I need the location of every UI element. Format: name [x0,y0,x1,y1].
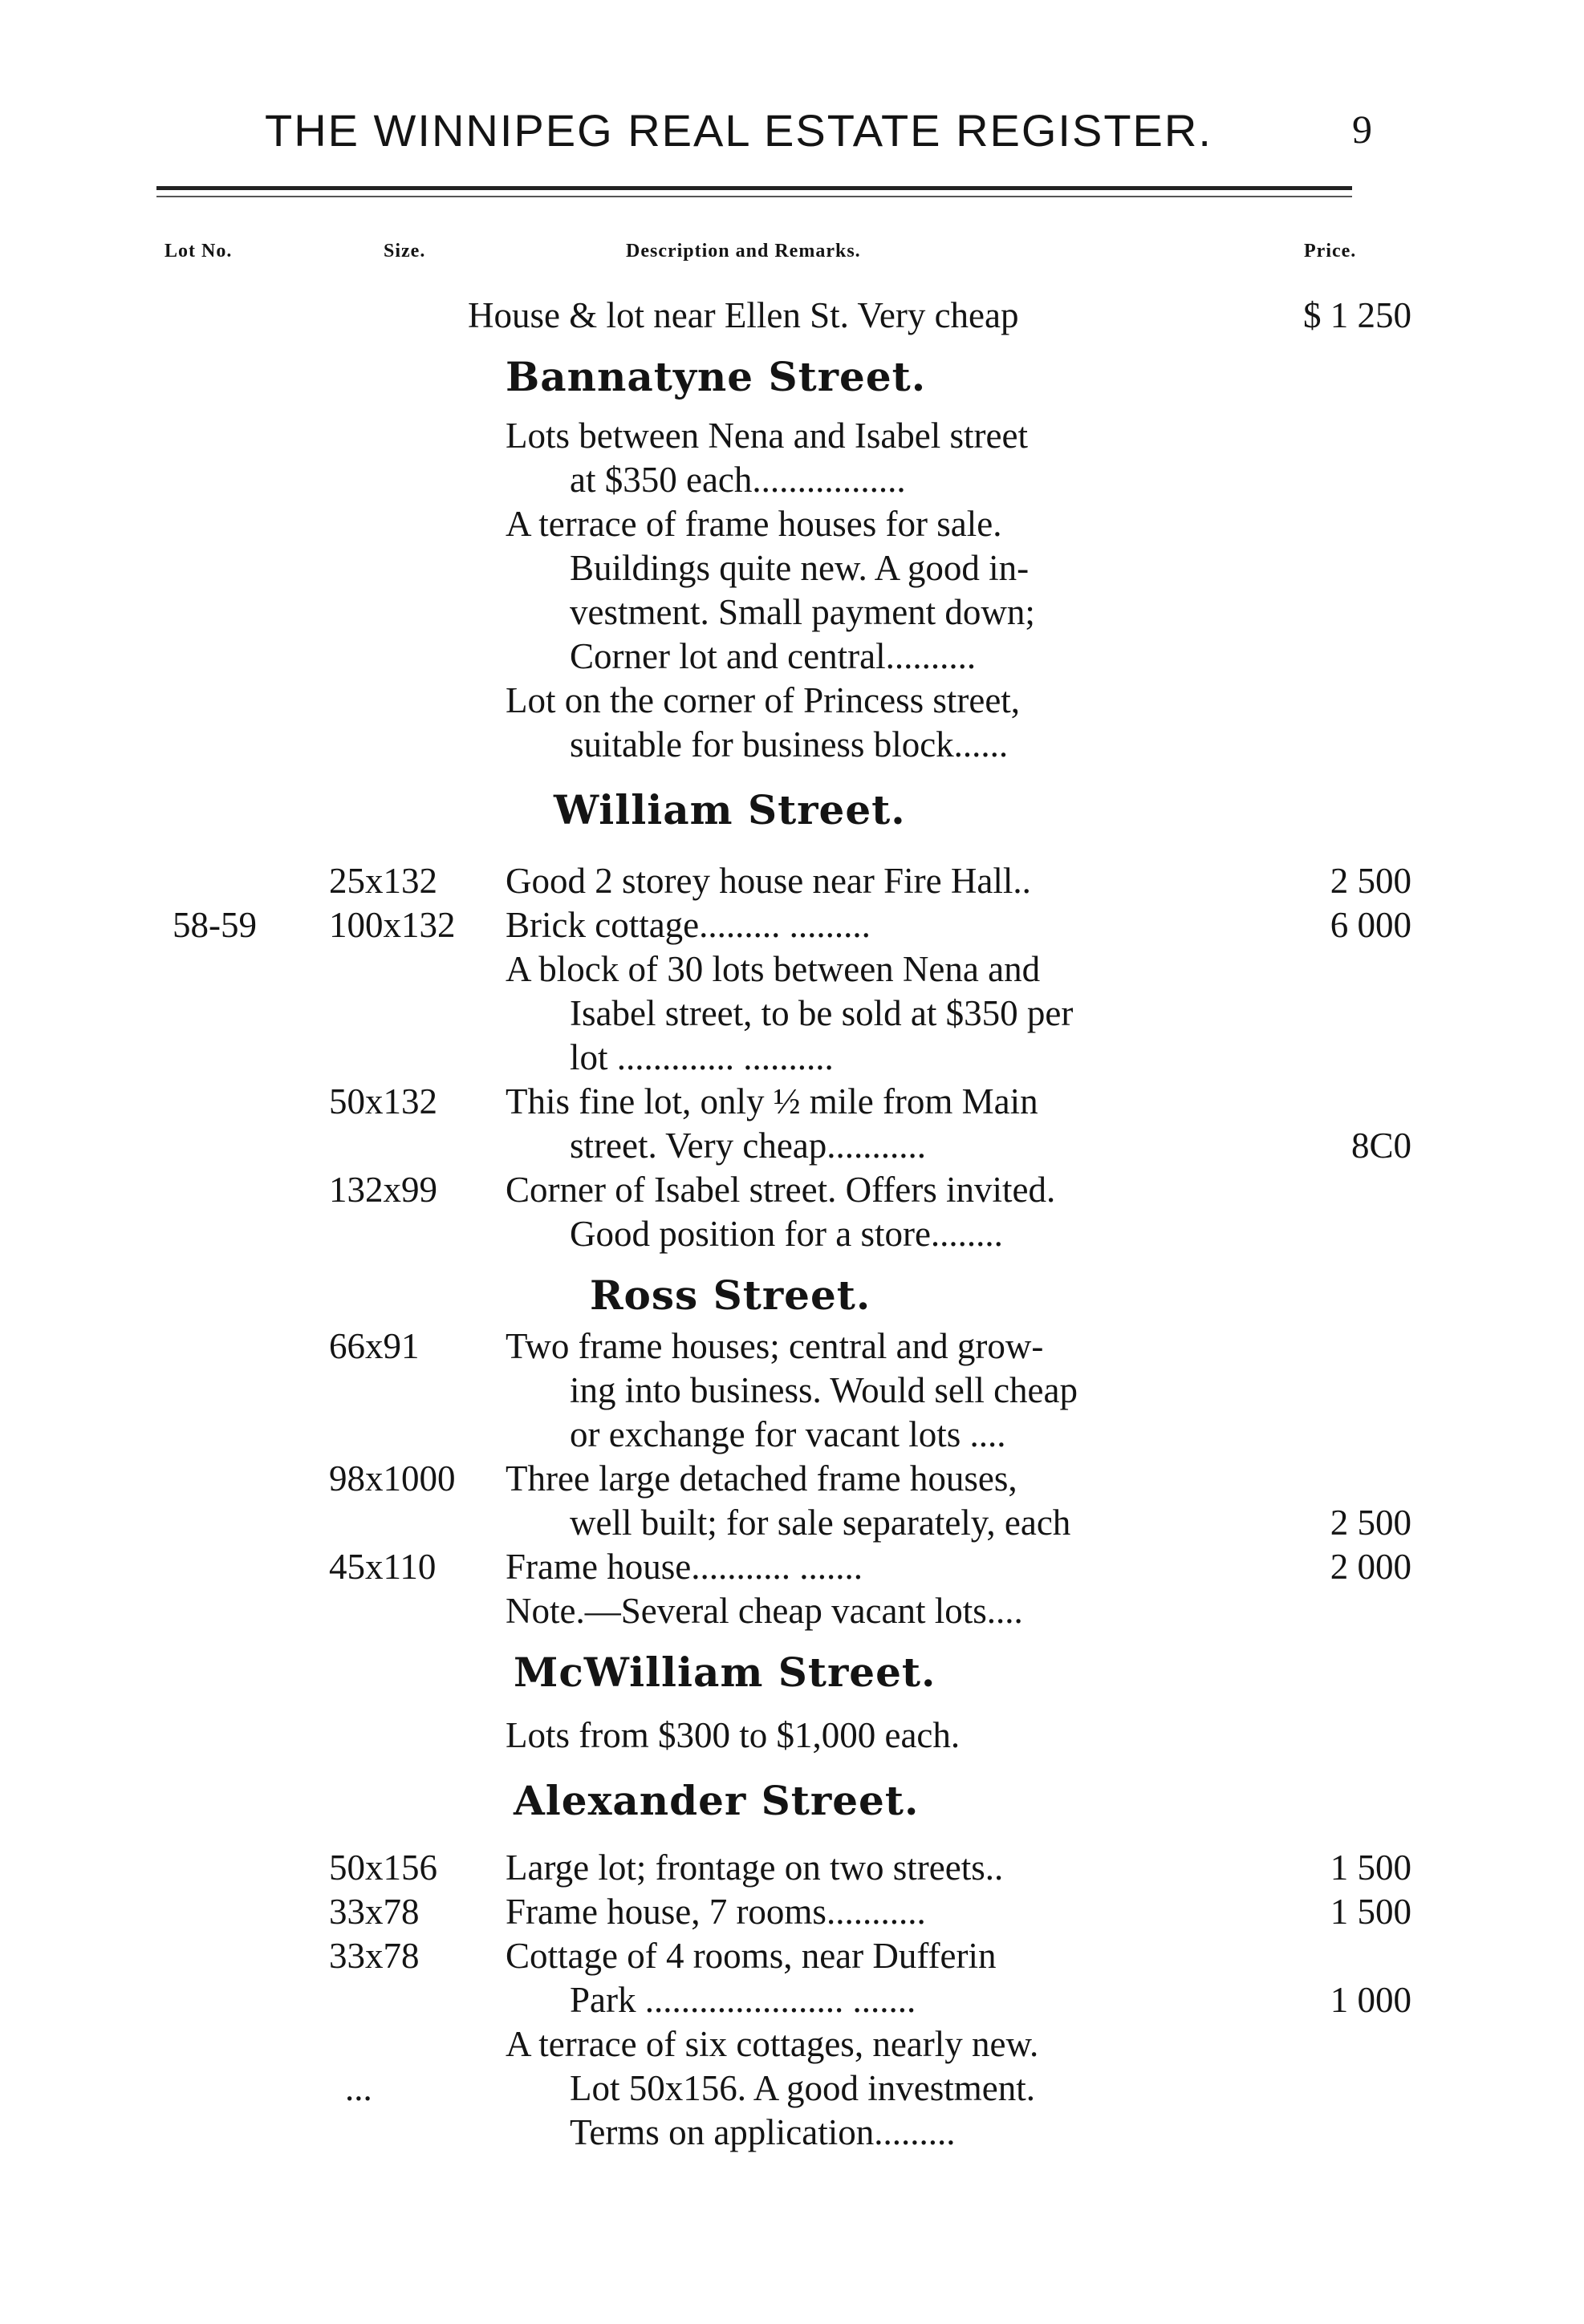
entry-description: suitable for business block...... [570,724,1009,765]
entry-description: Lots between Nena and Isabel street [506,416,1028,456]
page-number: 9 [1352,107,1372,152]
entry-description: Lot on the corner of Princess street, [506,680,1021,720]
street-heading-ross: Ross Street. [590,1272,871,1319]
entry-description: Corner lot and central.......... [570,636,977,676]
entry-description: vestment. Small payment down; [570,592,1035,632]
entry-description: House & lot near Ellen St. Very cheap [468,295,1019,335]
street-heading-bannatyne: Bannatyne Street. [506,353,927,400]
entry-description: well built; for sale separately, each [570,1503,1071,1543]
entry-size: 25x132 [329,861,437,901]
header-rule [156,186,1352,190]
running-title: THE WINNIPEG REAL ESTATE REGISTER. [265,105,1212,156]
street-heading-alexander: Alexander Street. [514,1777,920,1824]
entry-price: 2 500 [1330,861,1411,901]
entry-description: This fine lot, only ½ mile from Main [506,1081,1038,1121]
entry-description: Buildings quite new. A good in- [570,548,1030,588]
entry-description: lot ............. .......... [570,1037,834,1077]
entry-description: Two frame houses; central and grow- [506,1326,1044,1366]
entry-description: Three large detached frame houses, [506,1458,1017,1499]
entry-price: 1 000 [1330,1980,1411,2020]
entry-description: Lots from $300 to $1,000 each. [506,1715,961,1755]
entry-description: Lot 50x156. A good investment. [570,2068,1035,2108]
entry-description: A terrace of six cottages, nearly new. [506,2024,1039,2064]
entry-description: Park ...................... ....... [570,1980,916,2020]
entry-size: 100x132 [329,905,456,945]
entry-size: 66x91 [329,1326,420,1366]
entry-description: Note.—Several cheap vacant lots.... [506,1591,1023,1631]
entry-description: Frame house........... ....... [506,1547,863,1587]
entry-description: A block of 30 lots between Nena and [506,949,1041,989]
entry-price: 2 000 [1330,1547,1411,1587]
column-header-size: Size. [384,241,426,262]
entry-price: 2 500 [1330,1503,1411,1543]
entry-description: at $350 each................. [570,460,906,500]
entry-size: 33x78 [329,1892,420,1932]
column-header-price: Price. [1304,241,1357,262]
entry-lot-number: ... [345,2068,372,2108]
entry-description: A terrace of frame houses for sale. [506,504,1002,544]
entry-description: ing into business. Would sell cheap [570,1370,1078,1410]
page-header [265,104,1372,176]
entry-size: 50x132 [329,1081,437,1121]
entry-size: 98x1000 [329,1458,456,1499]
street-heading-mcwilliam: McWilliam Street. [514,1649,936,1696]
street-heading-william: William Street. [554,786,906,833]
entry-description: Brick cottage......... ......... [506,905,871,945]
entry-size: 50x156 [329,1847,437,1888]
entry-size: 45x110 [329,1547,437,1587]
column-header-lot: Lot No. [164,241,233,262]
entry-size: 132x99 [329,1170,437,1210]
entry-description: Good position for a store........ [570,1214,1003,1254]
entry-price: 6 000 [1330,905,1411,945]
entry-price: 8C0 [1350,1125,1411,1166]
entry-price: 1 500 [1330,1892,1411,1932]
entry-price: $ 1 250 [1303,295,1411,335]
entry-description: Cottage of 4 rooms, near Dufferin [506,1936,997,1976]
entry-description: Frame house, 7 rooms........... [506,1892,926,1932]
entry-description: Good 2 storey house near Fire Hall.. [506,861,1031,901]
entry-price: 1 500 [1330,1847,1411,1888]
entry-lot-number: 58-59 [173,905,257,945]
header-rule-thin [156,196,1352,197]
entry-description: or exchange for vacant lots .... [570,1414,1006,1454]
entry-size: 33x78 [329,1936,420,1976]
entry-description: Corner of Isabel street. Offers invited. [506,1170,1056,1210]
entry-description: Isabel street, to be sold at $350 per [570,993,1074,1033]
entry-description: Terms on application......... [570,2112,956,2152]
column-header-description: Description and Remarks. [626,241,861,262]
entry-description: street. Very cheap........... [570,1125,927,1166]
entry-description: Large lot; frontage on two streets.. [506,1847,1004,1888]
